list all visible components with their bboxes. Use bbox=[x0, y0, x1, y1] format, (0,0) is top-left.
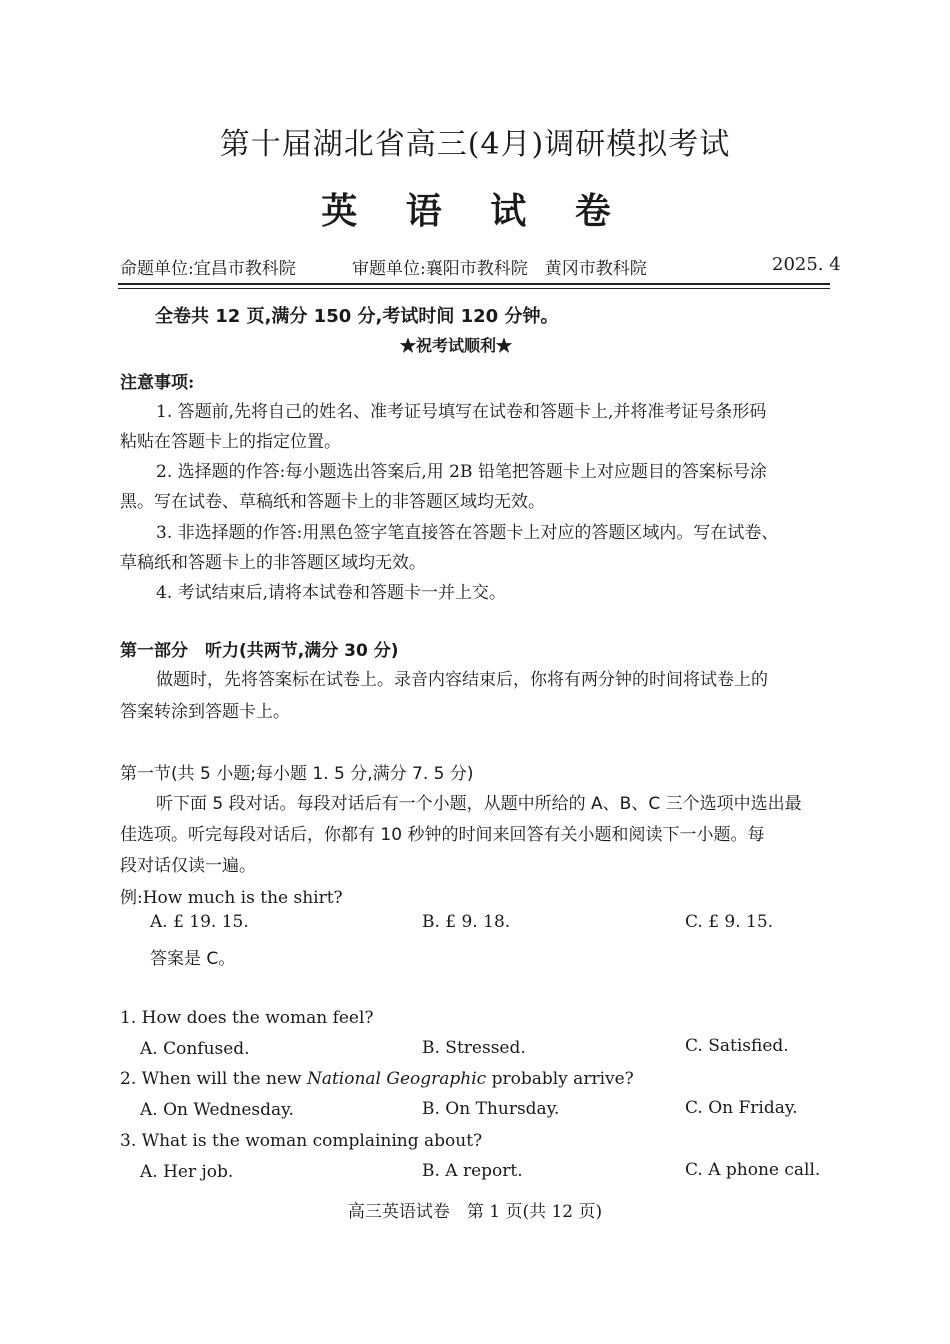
question-2-stem-end: probably arrive? bbox=[486, 1069, 634, 1089]
question-1-option-a: A. Confused. bbox=[140, 1039, 250, 1059]
exam-subtitle: 英 语 试 卷 bbox=[321, 191, 629, 232]
exam-date: 2025. 4 bbox=[772, 254, 841, 275]
setter-unit: 命题单位:宜昌市教科院 bbox=[120, 259, 296, 279]
page-footer: 高三英语试卷 第 1 页(共 12 页) bbox=[347, 1202, 603, 1222]
notice-item-4: 4. 考试结束后,请将本试卷和答题卡一并上交。 bbox=[156, 583, 507, 603]
notice-heading: 注意事项: bbox=[120, 373, 195, 393]
question-2-stem-start: 2. When will the new bbox=[120, 1069, 307, 1089]
question-3-stem: 3. What is the woman complaining about? bbox=[120, 1131, 483, 1151]
question-2-option-b: B. On Thursday. bbox=[422, 1099, 560, 1119]
notice-item-1-line-2: 粘贴在答题卡上的指定位置。 bbox=[120, 432, 341, 452]
question-1-option-b: B. Stressed. bbox=[422, 1038, 526, 1058]
header-rule-thin bbox=[118, 288, 830, 289]
question-2-option-c: C. On Friday. bbox=[685, 1098, 798, 1118]
part1-intro-line-1: 做题时，先将答案标在试卷上。录音内容结束后，你将有两分钟的时间将试卷上的 bbox=[156, 670, 768, 690]
question-3-option-c: C. A phone call. bbox=[685, 1160, 821, 1180]
exam-wish: ★祝考试顺利★ bbox=[400, 336, 513, 355]
header-rule-thick bbox=[118, 283, 830, 285]
notice-item-3-line-2: 草稿纸和答题卡上的非答题区域均无效。 bbox=[120, 553, 426, 573]
example-option-c: C. £ 9. 15. bbox=[685, 912, 774, 932]
question-1-option-c: C. Satisfied. bbox=[685, 1036, 789, 1056]
exam-summary: 全卷共 12 页,满分 150 分,考试时间 120 分钟。 bbox=[155, 306, 559, 327]
reviewer-unit: 审题单位:襄阳市教科院 黄冈市教科院 bbox=[352, 259, 647, 279]
example-question: 例:How much is the shirt? bbox=[120, 888, 343, 908]
section1-line-3: 段对话仅读一遍。 bbox=[120, 856, 256, 876]
question-2-stem-magazine: National Geographic bbox=[306, 1069, 487, 1089]
section1-heading: 第一节(共 5 小题;每小题 1. 5 分,满分 7. 5 分) bbox=[120, 764, 474, 784]
question-2-option-a: A. On Wednesday. bbox=[140, 1100, 294, 1120]
section1-line-1: 听下面 5 段对话。每段对话后有一个小题，从题中所给的 A、B、C 三个选项中选出最 bbox=[156, 794, 802, 814]
notice-item-2-line-2: 黑。写在试卷、草稿纸和答题卡上的非答题区域均无效。 bbox=[120, 492, 545, 512]
example-answer: 答案是 C。 bbox=[150, 949, 236, 969]
section1-line-2: 佳选项。听完每段对话后，你都有 10 秒钟的时间来回答有关小题和阅读下一小题。每 bbox=[120, 825, 765, 845]
part1-intro-line-2: 答案转涂到答题卡上。 bbox=[120, 702, 290, 722]
notice-item-2-line-1: 2. 选择题的作答:每小题选出答案后,用 2B 铅笔把答题卡上对应题目的答案标号涂 bbox=[156, 462, 767, 482]
question-1-stem: 1. How does the woman feel? bbox=[120, 1008, 374, 1028]
question-3-option-b: B. A report. bbox=[422, 1161, 523, 1181]
notice-item-1-line-1: 1. 答题前,先将自己的姓名、准考证号填写在试卷和答题卡上,并将准考证号条形码 bbox=[156, 402, 767, 422]
notice-item-3-line-1: 3. 非选择题的作答:用黑色签字笔直接答在答题卡上对应的答题区域内。写在试卷、 bbox=[156, 523, 779, 543]
question-2-stem bbox=[120, 1069, 634, 1089]
exam-title: 第十届湖北省高三(4月)调研模拟考试 bbox=[219, 127, 731, 162]
example-option-b: B. £ 9. 18. bbox=[422, 912, 511, 932]
part1-heading: 第一部分 听力(共两节,满分 30 分) bbox=[120, 641, 399, 661]
example-option-a: A. £ 19. 15. bbox=[150, 912, 249, 932]
question-3-option-a: A. Her job. bbox=[140, 1162, 234, 1182]
